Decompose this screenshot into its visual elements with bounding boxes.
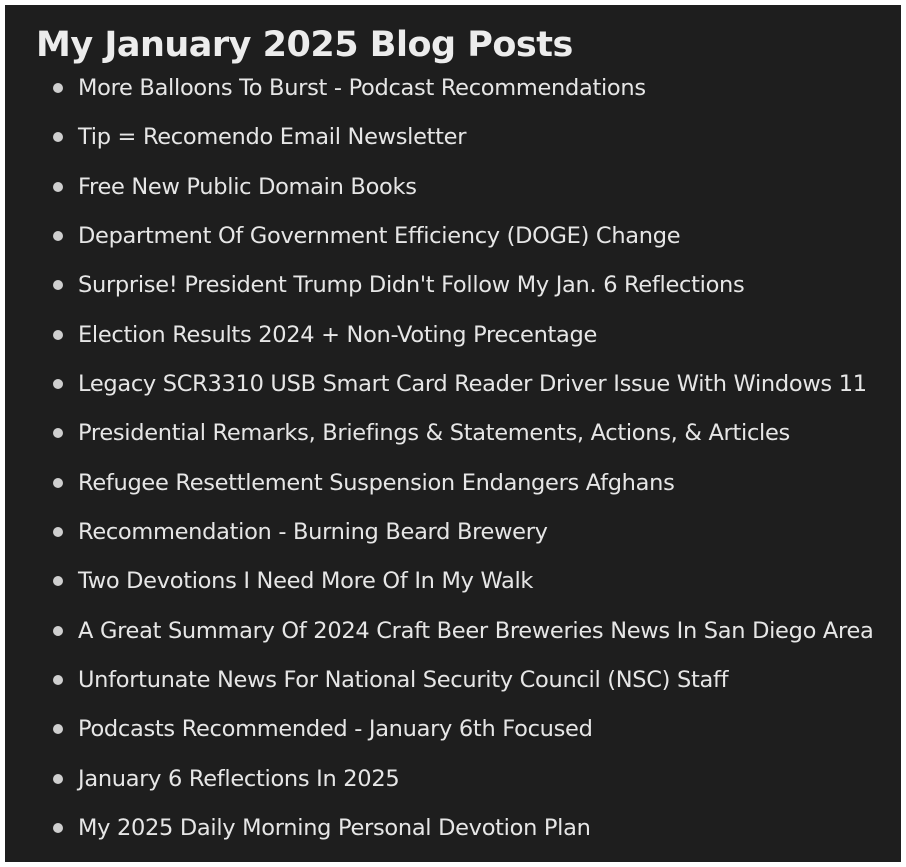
bullet-icon: [53, 675, 63, 685]
post-link[interactable]: A Great Summary Of 2024 Craft Beer Breweries News In San Diego Area: [78, 617, 874, 644]
post-link[interactable]: Election Results 2024 + Non-Voting Precentage: [78, 321, 598, 348]
bullet-icon: [53, 280, 63, 290]
post-link[interactable]: Free New Public Domain Books: [78, 173, 417, 200]
blog-posts-panel: [5, 5, 901, 862]
bullet-icon: [53, 774, 63, 784]
bullet-icon: [53, 478, 63, 488]
post-link[interactable]: More Balloons To Burst - Podcast Recommendations: [78, 75, 646, 101]
list-item: [5, 266, 873, 315]
post-link[interactable]: Legacy SCR3310 USB Smart Card Reader Driver Issue With Windows 11: [78, 370, 867, 397]
page-title: My January 2025 Blog Posts: [36, 25, 573, 65]
bullet-icon: [53, 379, 63, 389]
bullet-icon: [53, 182, 63, 192]
list-item: [5, 513, 873, 562]
post-link[interactable]: Presidential Remarks, Briefings & Statements, Actions, & Articles: [78, 420, 790, 447]
post-link[interactable]: Two Devotions I Need More Of In My Walk: [78, 568, 534, 595]
post-link[interactable]: Department Of Government Efficiency (DOGE) Change: [78, 222, 681, 249]
post-link[interactable]: Refugee Resettlement Suspension Endangers Afghans: [78, 469, 675, 496]
list-item: [5, 118, 873, 167]
list-item: [5, 365, 873, 414]
list-item: [5, 217, 873, 266]
post-link[interactable]: Recommendation - Burning Beard Brewery: [78, 518, 548, 545]
list-item: [5, 809, 873, 858]
list-item: [5, 710, 873, 759]
bullet-icon: [53, 231, 63, 241]
list-item: [5, 414, 873, 463]
bullet-icon: [53, 83, 63, 93]
list-item: [5, 562, 873, 611]
bullet-icon: [53, 724, 63, 734]
list-item: [5, 661, 873, 710]
post-link[interactable]: Tip = Recomendo Email Newsletter: [78, 124, 467, 151]
list-item: [5, 316, 873, 365]
post-link[interactable]: Podcasts Recommended - January 6th Focused: [78, 716, 593, 743]
post-link[interactable]: Unfortunate News For National Security Council (NSC) Staff: [78, 666, 729, 693]
list-item: [5, 612, 873, 661]
list-item: [5, 760, 873, 809]
post-link[interactable]: My 2025 Daily Morning Personal Devotion Plan: [78, 814, 591, 841]
bullet-icon: [53, 527, 63, 537]
bullet-icon: [53, 626, 63, 636]
bullet-icon: [53, 132, 63, 142]
post-link[interactable]: Surprise! President Trump Didn't Follow My Jan. 6 Reflections: [78, 272, 745, 299]
bullet-icon: [53, 330, 63, 340]
bullet-icon: [53, 823, 63, 833]
list-item: [5, 464, 873, 513]
bullet-icon: [53, 576, 63, 586]
bullet-icon: [53, 428, 63, 438]
post-list: [5, 69, 873, 858]
list-item: [5, 168, 873, 217]
post-link[interactable]: January 6 Reflections In 2025: [78, 765, 400, 792]
list-item: [5, 69, 873, 118]
